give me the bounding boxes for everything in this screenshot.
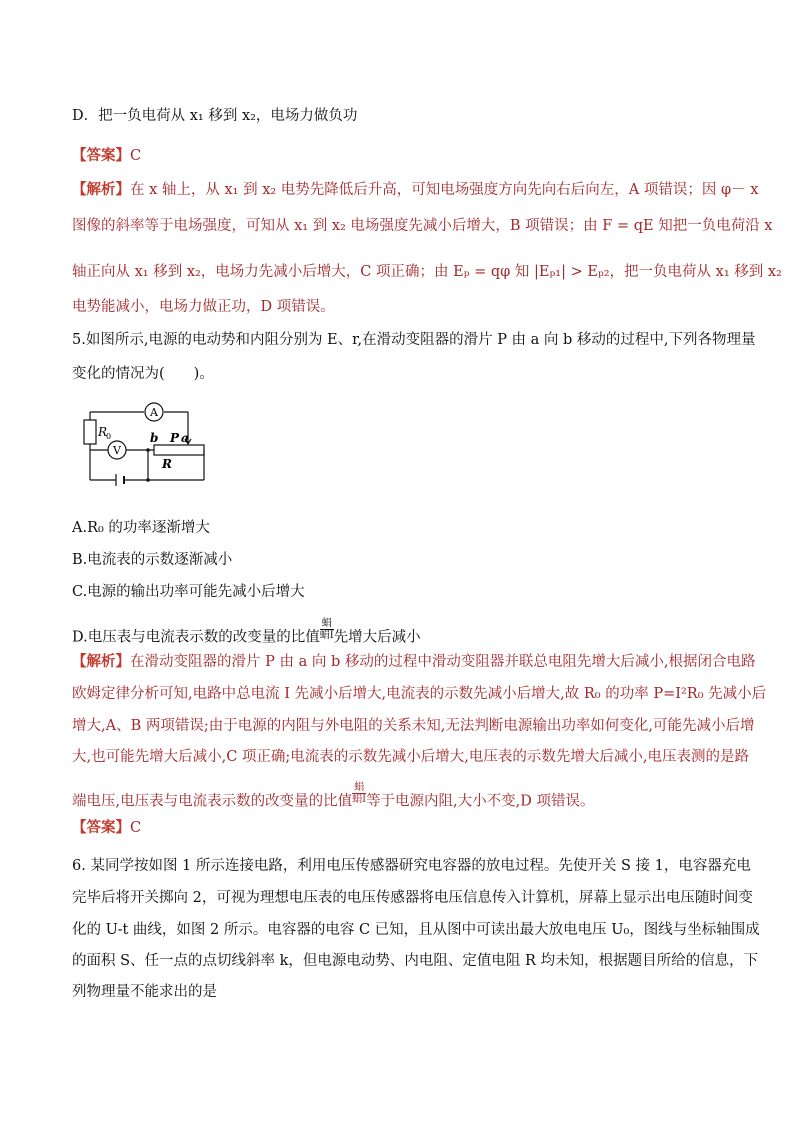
q5-option-b: B.电流表的示数逐渐减小 [72,552,233,568]
q6-line-1: 6. 某同学按如图 1 所示连接电路，利用电压传感器研究电容器的放电过程。先使开关 S 接 1，电容器充电 [72,858,751,874]
q5-stem-line-1: 5.如图所示,电源的电动势和内阻分别为 E、r,在滑动变阻器的滑片 P 由 a 向 b 移动的过程中,下列各物理量 [72,332,756,348]
q6-line-5: 列物理量不能求出的是 [72,984,217,1000]
q5-option-d: D.电压表与电流表示数的改变量的比值 蜎 蜎I 先增大后减小 [72,618,421,646]
q6-line-3: 化的 U-t 曲线，如图 2 所示。电容器的电容 C 已知，且从图中可读出最大放电电压 U₀，图线与坐标轴围成 [72,922,760,938]
svg-text:R: R [162,457,172,471]
analysis-label: 【解析】 [72,181,130,198]
q5-option-a: A.R₀ 的功率逐渐增大 [72,520,210,536]
q4-analysis-line-1: 【解析】在 x 轴上，从 x₁ 到 x₂ 电势先降低后升高，可知电场强度方向先向右后向左，A 项错误；因 φ－ x [72,181,759,198]
answer-label: 【答案】 [72,819,130,836]
q5-analysis-line-2: 欧姆定律分析可知,电路中总电流 I 先减小后增大,电流表的示数先减小后增大,故 R₀ 的功率 P=I²R₀ 先减小后 [72,686,767,702]
q4-analysis-line-2: 图像的斜率等于电场强度，可知从 x₁ 到 x₂ 电场强度先减小后增大，B 项错误；由 F = qE 知把一负电荷沿 x [72,218,773,234]
svg-text:0: 0 [106,432,112,441]
svg-text:V: V [113,444,121,457]
svg-text:a: a [181,431,189,445]
q4-analysis-line-4: 电势能减小，电场力做正功，D 项错误。 [72,299,335,315]
q6-line-2: 完毕后将开关掷向 2，可视为理想电压表的电压传感器将电压信息传入计算机，屏幕上显示出电压随时间变 [72,890,753,906]
q5-analysis-line-1: 【解析】在滑动变阻器的滑片 P 由 a 向 b 移动的过程中滑动变阻器并联总电阻先增大后减小,根据闭合电路 [72,653,756,670]
fraction: 蜎 蜎I [352,782,367,805]
q5-analysis-line-4: 大,也可能先增大后减小,C 项正确;电流表的示数先减小后增大,电压表的示数先增大后减小,电压表测的是路 [72,749,750,765]
svg-text:P: P [170,431,180,445]
q5-option-c: C.电源的输出功率可能先减小后增大 [72,584,305,600]
answer-value: C [130,820,142,836]
svg-text:R: R [98,425,108,439]
circuit-diagram [78,402,212,488]
answer-label: 【答案】 [72,147,130,164]
q5-stem-line-2: 变化的情况为( )。 [72,366,214,382]
q4-option-d: D．把一负电荷从 x₁ 移到 x₂，电场力做负功 [72,108,358,124]
answer-value: C [130,148,142,164]
svg-text:A: A [150,406,158,419]
q5-answer [72,818,732,838]
svg-text:b: b [150,431,159,445]
q4-answer [72,146,732,166]
q4-analysis-line-3: 轴正向从 x₁ 移到 x₂，电场力先减小后增大，C 项正确；由 Eₚ = qφ 知 |Eₚ₁| > Eₚ₂，把一负电荷从 x₁ 移到 x₂ [72,264,782,280]
analysis-label: 【解析】 [72,653,130,670]
fraction: 蜎 蜎I [319,618,334,641]
q5-analysis-line-5: 端电压,电压表与电流表示数的改变量的比值 蜎 蜎I 等于电源内阻,大小不变,D 项错误。 [72,782,595,810]
q6-line-4: 的面积 S、任一点的点切线斜率 k，但电源电动势、内电阻、定值电阻 R 均未知，根据题目所给的信息，下 [72,953,759,969]
q5-analysis-line-3: 增大,A、B 两项错误;由于电源的内阻与外电阻的关系未知,无法判断电源输出功率如何变化,可能先减小后增 [72,718,755,734]
